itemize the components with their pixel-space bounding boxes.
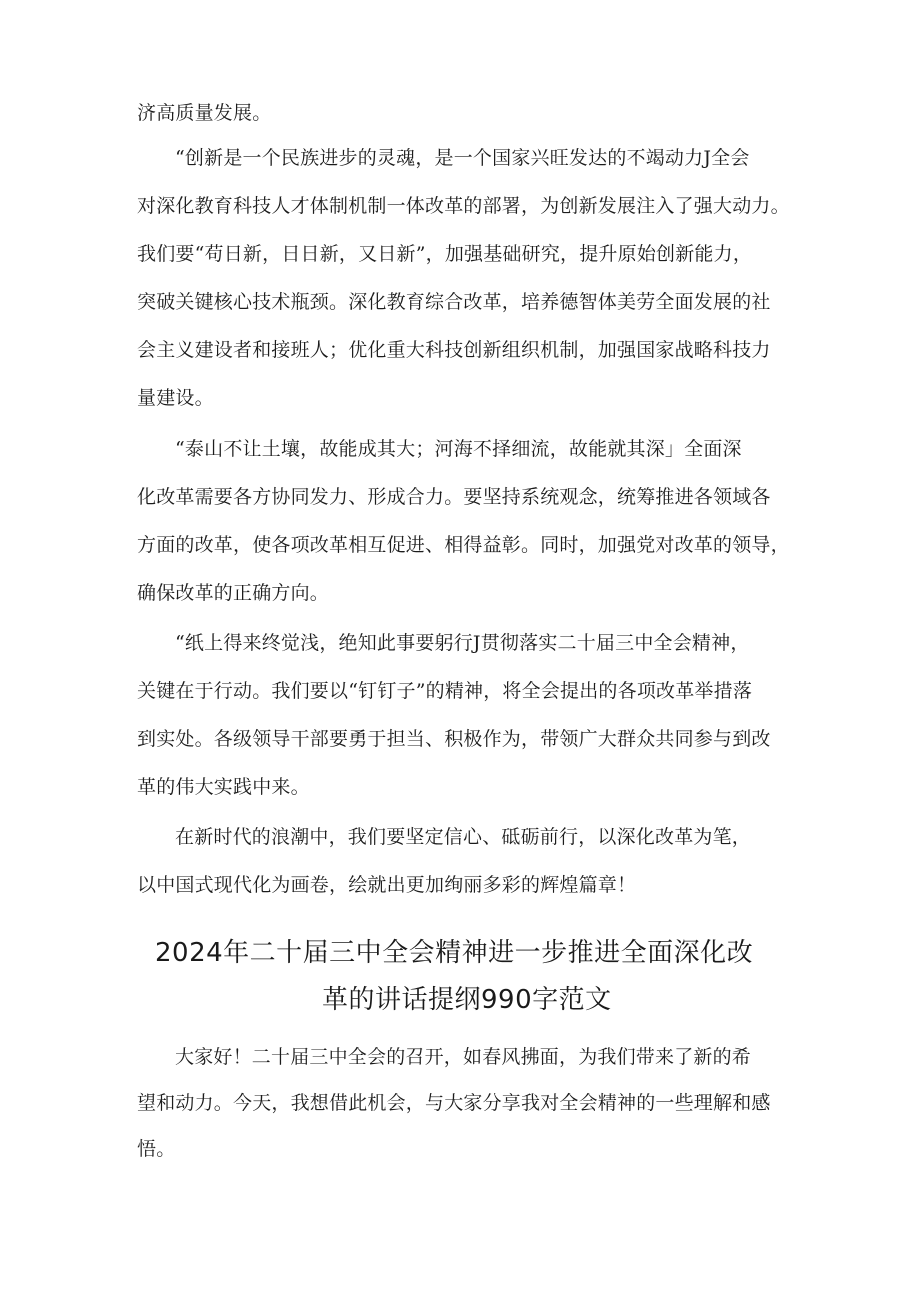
paragraph-line: “纸上得来终觉浅，绝知此事要躬行J贯彻落实二十届三中全会精神， (175, 632, 750, 654)
document-title-line-1: 2024年二十届三中全会精神进一步推进全面深化改 (155, 938, 754, 968)
paragraph-line: 突破关键核心技术瓶颈。深化教育综合改革，培养德智体美劳全面发展的社 (137, 291, 771, 313)
paragraph-line: 悟。 (137, 1138, 176, 1160)
paragraph-line: 望和动力。今天，我想借此机会，与大家分享我对全会精神的一些理解和感 (137, 1092, 771, 1114)
paragraph-line: 大家好！二十届三中全会的召开，如春风拂面，为我们带来了新的希 (175, 1046, 752, 1068)
paragraph-line: 确保改革的正确方向。 (137, 582, 330, 604)
paragraph-line: 到实处。各级领导干部要勇于担当、积极作为，带领广大群众共同参与到改 (137, 728, 771, 750)
paragraph-line: 量建设。 (137, 387, 214, 409)
paragraph-line: 以中国式现代化为画卷，绘就出更加绚丽多彩的辉煌篇章！ (137, 874, 637, 896)
paragraph-line: 化改革需要各方协同发力、形成合力。要坚持系统观念，统筹推进各领域各 (137, 486, 771, 508)
paragraph-line: 革的伟大实践中来。 (137, 776, 310, 798)
paragraph-line: 济高质量发展。 (137, 102, 272, 124)
paragraph-line: 方面的改革，使各项改革相互促进、相得益彰。同时，加强党对改革的领导， (137, 534, 790, 556)
paragraph-line: “泰山不让土壤，故能成其大；河海不择细流，故能就其深」全面深 (175, 438, 742, 460)
paragraph-line: 我们要“苟日新，日日新，又日新”，加强基础研究，提升原始创新能力， (137, 243, 753, 265)
paragraph-line: 在新时代的浪潮中，我们要坚定信心、砥砺前行，以深化改革为笔， (175, 826, 752, 848)
paragraph-line: “创新是一个民族进步的灵魂，是一个国家兴旺发达的不竭动力J全会 (175, 147, 750, 169)
paragraph-line: 会主义建设者和接班人；优化重大科技创新组织机制，加强国家战略科技力 (137, 339, 771, 361)
document-title-line-2: 革的讲话提纲990字范文 (322, 985, 612, 1015)
paragraph-line: 关键在于行动。我们要以“钉钉子”的精神，将全会提出的各项改革举措落 (137, 680, 753, 702)
paragraph-line: 对深化教育科技人才体制机制一体改革的部署，为创新发展注入了强大动力。 (137, 195, 790, 217)
